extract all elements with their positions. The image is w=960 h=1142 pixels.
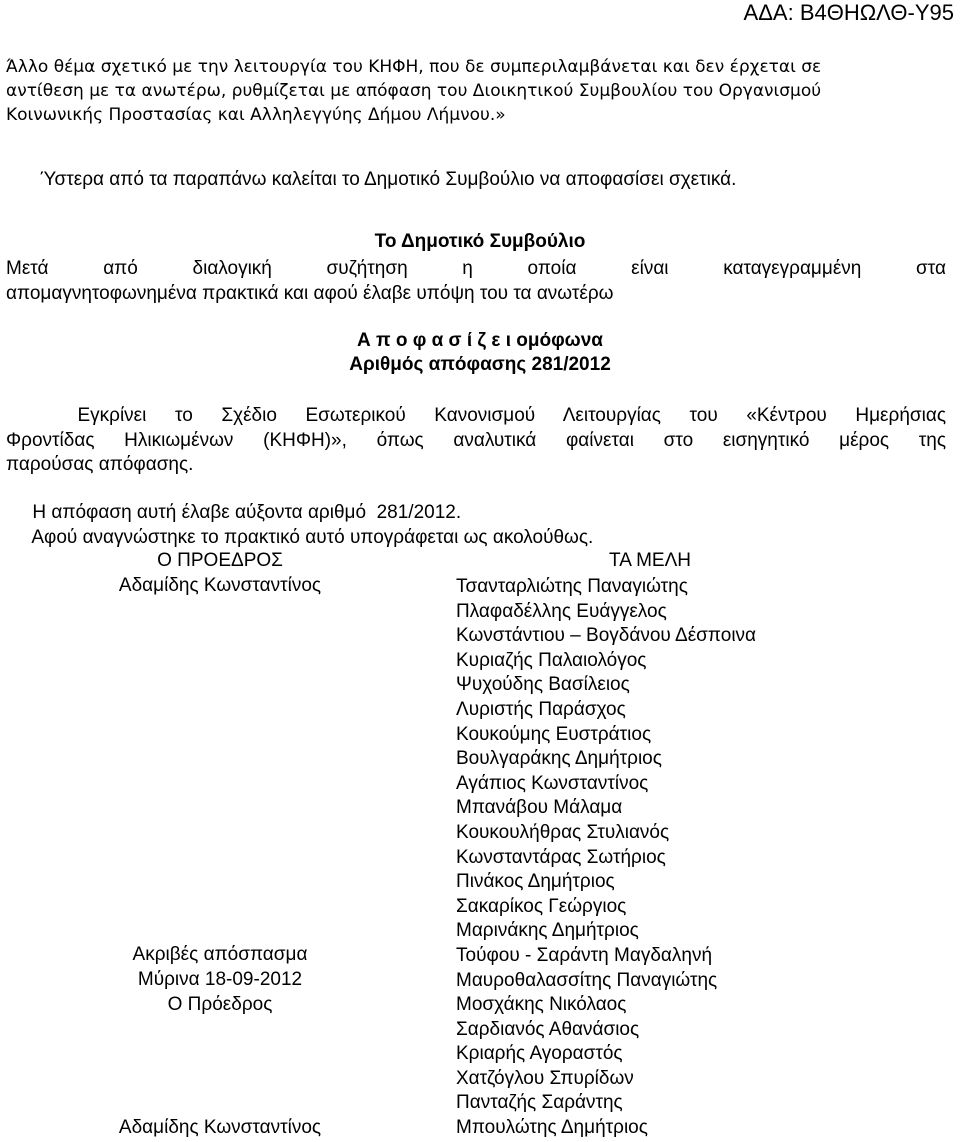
- member-name: Χατζόγλου Σπυρίδων: [456, 1067, 634, 1089]
- member-name: Μαρινάκης Δημήτριος: [456, 920, 639, 942]
- member-name: Κουκούμης Ευστράτιος: [456, 723, 652, 745]
- member-name: Πλαφαδέλλης Ευάγγελος: [456, 600, 667, 622]
- council-title: Το Δημοτικό Συμβούλιο: [374, 231, 586, 252]
- after-discussion-line2: απομαγνητοφωνημένα πρακτικά και αφού έλαβε υπόψη του τα ανωτέρω: [6, 283, 614, 304]
- member-name: Τσανταρλιώτης Παναγιώτης: [456, 576, 688, 597]
- member-name: Λυριστής Παράσχος: [456, 698, 626, 720]
- member-name: Αγάπιος Κωνσταντίνος: [456, 772, 649, 794]
- member-name: Τούφου - Σαράντη Μαγδαληνή: [456, 944, 713, 966]
- member-name: Ψυχούδης Βασίλειος: [456, 674, 630, 696]
- member-name: Μοσχάκης Νικόλαος: [456, 994, 627, 1016]
- decides-heading: Α π ο φ α σ ί ζ ε ι ομόφωνα: [357, 330, 603, 351]
- decision-number: Αριθμός απόφασης 281/2012: [349, 354, 611, 375]
- approves-line3: παρούσας απόφασης.: [6, 454, 194, 475]
- exact-copy-label: Ακριβές απόσπασμα: [132, 944, 308, 965]
- member-name: Σακαρίκος Γεώργιος: [456, 895, 627, 917]
- place-date: Μύρινα 18-09-2012: [137, 969, 303, 990]
- intro-line: Άλλο θέμα σχετικό με την λειτουργία του ΚΗΦΗ, που δε συμπεριλαμβάνεται και δεν έρχεται σε: [6, 57, 822, 77]
- serial-number-text: Η απόφαση αυτή έλαβε αύξοντα αριθμό 281/2012.: [6, 502, 462, 523]
- intro-paragraph: [6, 55, 946, 127]
- president-role: Ο Πρόεδρος: [167, 994, 273, 1015]
- member-name: Πινάκος Δημήτριος: [456, 871, 615, 893]
- member-name: Κριαρής Αγοραστός: [456, 1043, 623, 1065]
- ada-code: ΑΔΑ: Β4ΘΗΩΛΘ-Υ95: [743, 0, 954, 25]
- member-name: Κωνσταντάρας Σωτήριος: [456, 846, 666, 868]
- member-name: Μαυροθαλασσίτης Παναγιώτης: [456, 969, 718, 991]
- call-to-decide: Ύστερα από τα παραπάνω καλείται το Δημοτικό Συμβούλιο να αποφασίσει σχετικά.: [40, 169, 737, 190]
- signed-text: Αφού αναγνώστηκε το πρακτικό αυτό υπογράφεται ως ακολούθως.: [6, 527, 594, 548]
- member-name: Κουκουλήθρας Στυλιανός: [456, 821, 670, 843]
- members-list: [456, 575, 756, 1141]
- intro-line: αντίθεση με τα ανωτέρω, ρυθμίζεται με απόφαση του Διοικητικού Συμβουλίου του Οργανισμού: [6, 81, 822, 101]
- president-name: Αδαμίδης Κωνσταντίνος: [118, 575, 322, 596]
- member-name: Βουλγαράκης Δημήτριος: [456, 748, 662, 770]
- member-name: Σαρδιανός Αθανάσιος: [456, 1018, 640, 1040]
- member-name: Μπανάβου Μάλαμα: [456, 797, 623, 819]
- member-name: Πανταζής Σαράντης: [456, 1092, 623, 1114]
- member-name: Μπουλώτης Δημήτριος: [456, 1117, 648, 1139]
- president-signature-name: Αδαμίδης Κωνσταντίνος: [118, 1117, 322, 1138]
- after-discussion-line1: Μετά από διαλογική συζήτηση η οποία είναι καταγεγραμμένη στα: [6, 258, 946, 279]
- approves-line1: Εγκρίνει το Σχέδιο Εσωτερικού Κανονισμού Λειτουργίας του «Κέντρου Ημερήσιας: [6, 405, 946, 426]
- member-name: Κωνστάντιου – Βογδάνου Δέσποινα: [456, 625, 757, 647]
- president-title: Ο ΠΡΟΕΔΡΟΣ: [157, 550, 283, 571]
- intro-line: Κοινωνικής Προστασίας και Αλληλεγγύης Δήμου Λήμνου.»: [6, 105, 506, 125]
- member-name: Κυριαζής Παλαιολόγος: [456, 649, 647, 671]
- approves-line2: Φροντίδας Ηλικιωμένων (ΚΗΦΗ)», όπως αναλυτικά φαίνεται στο εισηγητικό μέρος της: [6, 430, 946, 451]
- members-title: ΤΑ ΜΕΛΗ: [609, 550, 692, 571]
